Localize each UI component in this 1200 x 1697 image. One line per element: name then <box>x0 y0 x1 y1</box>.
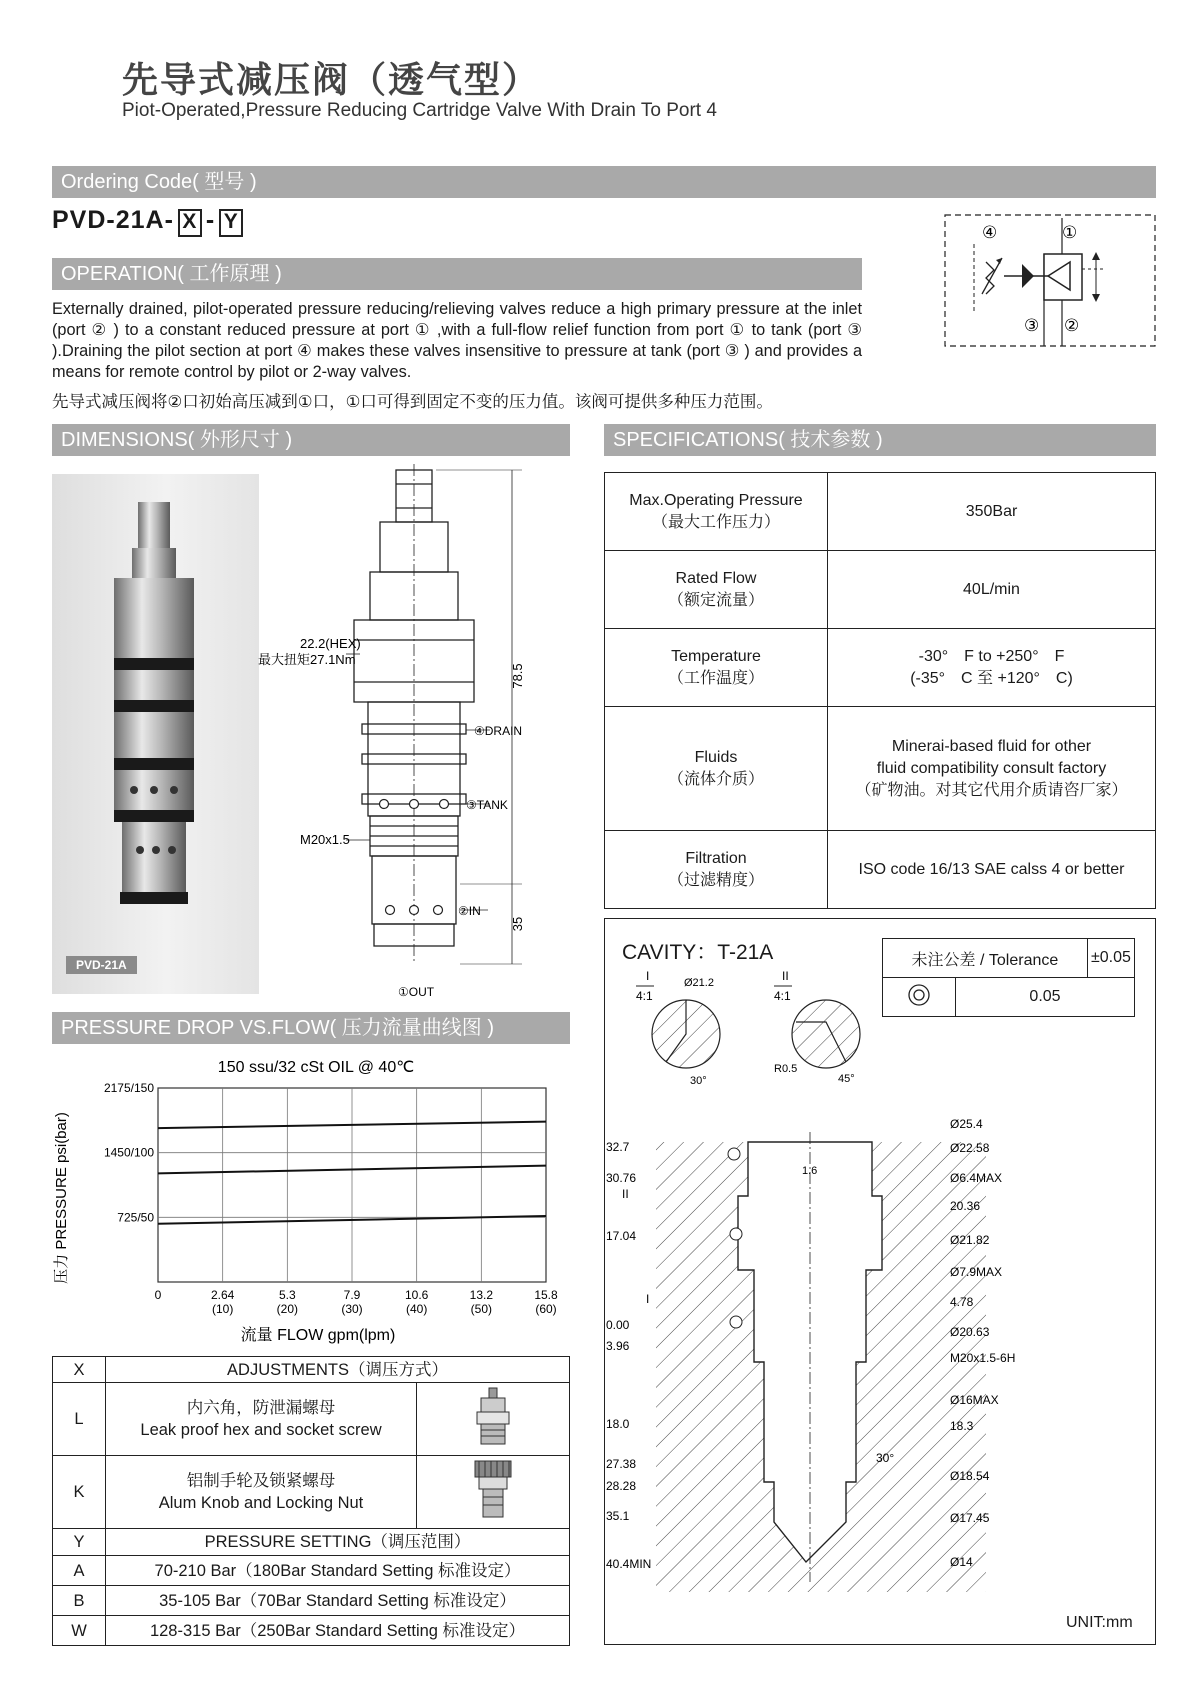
cavity-title: CAVITY：T-21A <box>622 941 774 964</box>
dimension-drawing <box>250 464 570 1004</box>
dim-right: M20x1.5-6H <box>950 1351 1016 1365</box>
chart-y-tick: 1450/100 <box>103 1145 154 1160</box>
adj-header-title: ADJUSTMENTS（调压方式） <box>106 1357 570 1383</box>
adj-image-k <box>417 1456 570 1529</box>
dim-left: II <box>622 1187 629 1201</box>
detail-ii-angle: 45° <box>838 1073 855 1085</box>
port-drain-label: ④DRAIN <box>474 724 523 738</box>
dim-left: 28.28 <box>606 1479 637 1493</box>
dim-right: 20.36 <box>950 1199 981 1213</box>
adj-header-x: X <box>53 1357 106 1383</box>
adj-header-row <box>53 1357 570 1383</box>
dimensions-section-bar: DIMENSIONS( 外形尺寸 ) <box>52 424 570 456</box>
setting-text: 128-315 Bar（250Bar Standard Setting 标准设定） <box>106 1616 570 1646</box>
chart-x-tick: 10.6 <box>404 1288 429 1302</box>
dim-left: 3.96 <box>606 1339 630 1353</box>
chart-x-tick: 2.64 <box>210 1288 235 1302</box>
spec-label-cn: （流体介质） <box>667 770 764 788</box>
valve-photo-drawing <box>52 474 259 994</box>
adj-desc-cn: 铝制手轮及锁紧螺母 <box>186 1472 336 1490</box>
valve-photo <box>52 474 259 994</box>
page-title-cn: 先导式减压阀（透气型） <box>122 60 541 101</box>
setting-header-title: PRESSURE SETTING（调压范围） <box>106 1529 570 1556</box>
dim-right: Ø7.9MAX <box>950 1265 1003 1279</box>
pressure-flow-chart <box>52 1050 570 1350</box>
operation-text-en: Externally drained, pilot-operated pressure reducing/relieving valves reduce a high primary pressure at the inlet (port ② ) to a constant reduced pressure at port ① ,with a full-flow relief function from port ① to tank (port ③ ).Draining the pilot section at port ④ makes these valves insensitive to pressure at tank (port ③ ) and provides a means for remote control by pilot or 2-way valves. <box>52 300 862 381</box>
setting-row <box>53 1616 570 1646</box>
code-dash: - <box>205 206 216 234</box>
adj-image-l <box>417 1383 570 1456</box>
spec-value: Minerai-based fluid for other <box>891 737 1092 755</box>
dim-length-35: 35 <box>510 916 525 932</box>
spec-row <box>605 707 1156 831</box>
chart-x-tick-sub: (20) <box>276 1302 299 1316</box>
spec-value: ISO code 16/13 SAE calss 4 or better <box>858 860 1125 878</box>
adj-row-l <box>53 1383 570 1456</box>
spec-value: -30° F to +250° F <box>918 647 1065 665</box>
port-in-label: ②IN <box>458 904 481 918</box>
chart-x-tick-sub: (60) <box>535 1302 557 1316</box>
detail-i-scale: 4:1 <box>636 989 653 1003</box>
adj-desc <box>106 1456 417 1529</box>
chart-title: 150 ssu/32 cSt OIL @ 40℃ <box>217 1059 415 1076</box>
chart-x-tick: 13.2 <box>469 1288 494 1302</box>
dim-right: Ø16MAX <box>950 1393 999 1407</box>
knob-nut-icon <box>463 1457 523 1521</box>
spec-label: Fluids <box>694 748 738 766</box>
adj-desc <box>106 1383 417 1456</box>
symbol-port1: ① <box>1062 223 1078 242</box>
chart-x-tick: 0 <box>154 1288 162 1302</box>
hydraulic-symbol <box>944 214 1156 348</box>
chart-x-tick: 5.3 <box>278 1288 296 1302</box>
spec-label: Filtration <box>685 849 747 867</box>
spec-row <box>605 629 1156 707</box>
spec-row <box>605 473 1156 551</box>
setting-code: A <box>53 1556 106 1586</box>
dim-left: 0.00 <box>606 1318 630 1332</box>
ordering-section-bar: Ordering Code( 型号 ) <box>52 166 1156 198</box>
spec-value-cell <box>828 473 1156 551</box>
page-title-en: Piot-Operated,Pressure Reducing Cartridge Valve With Drain To Port 4 <box>122 100 717 121</box>
spec-label: Rated Flow <box>675 569 757 587</box>
unit-label: UNIT:mm <box>1066 1614 1133 1631</box>
spec-value-3: （矿物油。对其它代用介质请咨厂家） <box>855 781 1128 799</box>
tolerance-label: 未注公差 / Tolerance <box>883 939 1088 978</box>
setting-text: 35-105 Bar（70Bar Standard Setting 标准设定） <box>106 1586 570 1616</box>
chart-y-tick: 725/50 <box>117 1210 154 1225</box>
port-out-label: ①OUT <box>398 985 435 999</box>
dim-left: 35.1 <box>606 1509 630 1523</box>
spec-row <box>605 831 1156 909</box>
spec-label-cell <box>605 707 828 831</box>
spec-value: 350Bar <box>965 502 1018 520</box>
setting-header-y: Y <box>53 1529 106 1556</box>
detail-ii-scale: 4:1 <box>774 989 791 1003</box>
spec-label-cn: （最大工作压力） <box>651 513 780 531</box>
operation-text-cn: 先导式减压阀将②口初始高压减到①口，①口可得到固定不变的压力值。该阀可提供多种压力范围。 <box>52 393 773 411</box>
operation-section-bar: OPERATION( 工作原理 ) <box>52 258 862 290</box>
adj-desc-cn: 内六角，防泄漏螺母 <box>186 1399 336 1417</box>
pressure-drop-section-bar: PRESSURE DROP VS.FLOW( 压力流量曲线图 ) <box>52 1012 570 1044</box>
adj-code: L <box>53 1383 106 1456</box>
spec-label: Temperature <box>671 647 761 665</box>
dim-left: 27.38 <box>606 1457 637 1471</box>
spec-label-cell <box>605 551 828 629</box>
spec-value-cell <box>828 629 1156 707</box>
chart-x-tick: 7.9 <box>343 1288 361 1302</box>
symbol-port3: ③ <box>1024 316 1040 335</box>
adj-desc-en: Leak proof hex and socket screw <box>140 1421 382 1439</box>
spec-label-cn: （工作温度） <box>667 669 764 687</box>
code-x-box: X <box>178 209 202 237</box>
detail-i-dia: Ø21.2 <box>684 977 714 989</box>
spec-label-cell <box>605 831 828 909</box>
spec-label-cn: （过滤精度） <box>667 871 764 889</box>
symbol-port2: ② <box>1064 316 1080 335</box>
chart-x-tick-sub: (10) <box>211 1302 234 1316</box>
dim-left: 32.7 <box>606 1140 630 1154</box>
chart-x-axis-label: 流量 FLOW gpm(lpm) <box>240 1327 396 1344</box>
setting-code: W <box>53 1616 106 1646</box>
dim-right: Ø14 <box>950 1555 973 1569</box>
ordering-code <box>52 206 247 237</box>
spec-row <box>605 551 1156 629</box>
spec-value-2: (-35° C 至 +120° C) <box>910 669 1073 687</box>
dim-left: 40.4MIN <box>606 1557 652 1571</box>
detail-i-label: I <box>646 969 650 983</box>
spec-label-cell <box>605 473 828 551</box>
detail-ii-label: II <box>782 969 789 983</box>
code-prefix: PVD-21A- <box>52 206 174 234</box>
setting-header-row <box>53 1529 570 1556</box>
dim-right: Ø17.45 <box>950 1511 990 1525</box>
dim-right: Ø20.63 <box>950 1325 990 1339</box>
dim-right: Ø6.4MAX <box>950 1171 1003 1185</box>
spec-value: 40L/min <box>963 580 1020 598</box>
dim-left: 18.0 <box>606 1417 630 1431</box>
adj-desc-en: Alum Knob and Locking Nut <box>158 1494 364 1512</box>
spec-value-2: fluid compatibility consult factory <box>876 759 1107 777</box>
dim-left: I <box>646 1292 650 1306</box>
setting-text: 70-210 Bar（180Bar Standard Setting 标准设定） <box>106 1556 570 1586</box>
chart-x-tick: 15.8 <box>534 1288 558 1302</box>
dim-thread: M20x1.5 <box>300 832 350 847</box>
photo-label: PVD-21A <box>66 956 137 974</box>
symbol-port4: ④ <box>982 223 998 242</box>
specifications-section-bar: SPECIFICATIONS( 技术参数 ) <box>604 424 1156 456</box>
roughness-mark: 1.6 <box>802 1165 818 1177</box>
chart-y-tick: 2175/150 <box>103 1081 154 1095</box>
chart-x-tick-sub: (40) <box>405 1302 428 1316</box>
dim-left: 30.76 <box>606 1171 637 1185</box>
dim-right: 18.3 <box>950 1419 974 1433</box>
setting-row <box>53 1556 570 1586</box>
dim-right: Ø22.58 <box>950 1141 990 1155</box>
setting-code: B <box>53 1586 106 1616</box>
chart-x-tick-sub: (30) <box>341 1302 363 1316</box>
code-y-box: Y <box>219 209 243 237</box>
detail-i-angle: 30° <box>690 1075 707 1087</box>
spec-value-cell <box>828 551 1156 629</box>
port-tank-label: ③TANK <box>466 798 508 812</box>
concentricity-value: 0.05 <box>956 978 1135 1017</box>
dim-left: 17.04 <box>606 1229 637 1243</box>
spec-value-cell <box>828 831 1156 909</box>
cavity-drawing <box>606 962 1154 1622</box>
chart-x-tick-sub: (50) <box>470 1302 493 1316</box>
dim-torque: 最大扭矩27.1Nm <box>258 652 356 667</box>
dim-right: 4.78 <box>950 1295 974 1309</box>
dim-right: Ø18.54 <box>950 1469 990 1483</box>
left-dimensions <box>606 1140 651 1571</box>
adjustments-table <box>52 1356 570 1646</box>
specifications-table <box>604 472 1156 909</box>
setting-row <box>53 1586 570 1616</box>
spec-value-cell <box>828 707 1156 831</box>
adj-row-k <box>53 1456 570 1529</box>
adj-code: K <box>53 1456 106 1529</box>
spec-label: Max.Operating Pressure <box>629 491 803 509</box>
chart-y-axis-label: 压力 PRESSURE psi(bar) <box>53 1112 70 1284</box>
dim-length-78: 78.5 <box>510 663 525 689</box>
dim-hex: 22.2(HEX) <box>300 636 361 651</box>
tolerance-value: ±0.05 <box>1087 939 1134 978</box>
spec-label-cn: （额定流量） <box>667 591 764 609</box>
hex-screw-icon <box>463 1384 523 1448</box>
detail-ii-radius: R0.5 <box>774 1063 798 1075</box>
cavity-angle: 30° <box>876 1451 895 1465</box>
dim-right: Ø21.82 <box>950 1233 990 1247</box>
dim-right: Ø25.4 <box>950 1117 983 1131</box>
spec-label-cell <box>605 629 828 707</box>
